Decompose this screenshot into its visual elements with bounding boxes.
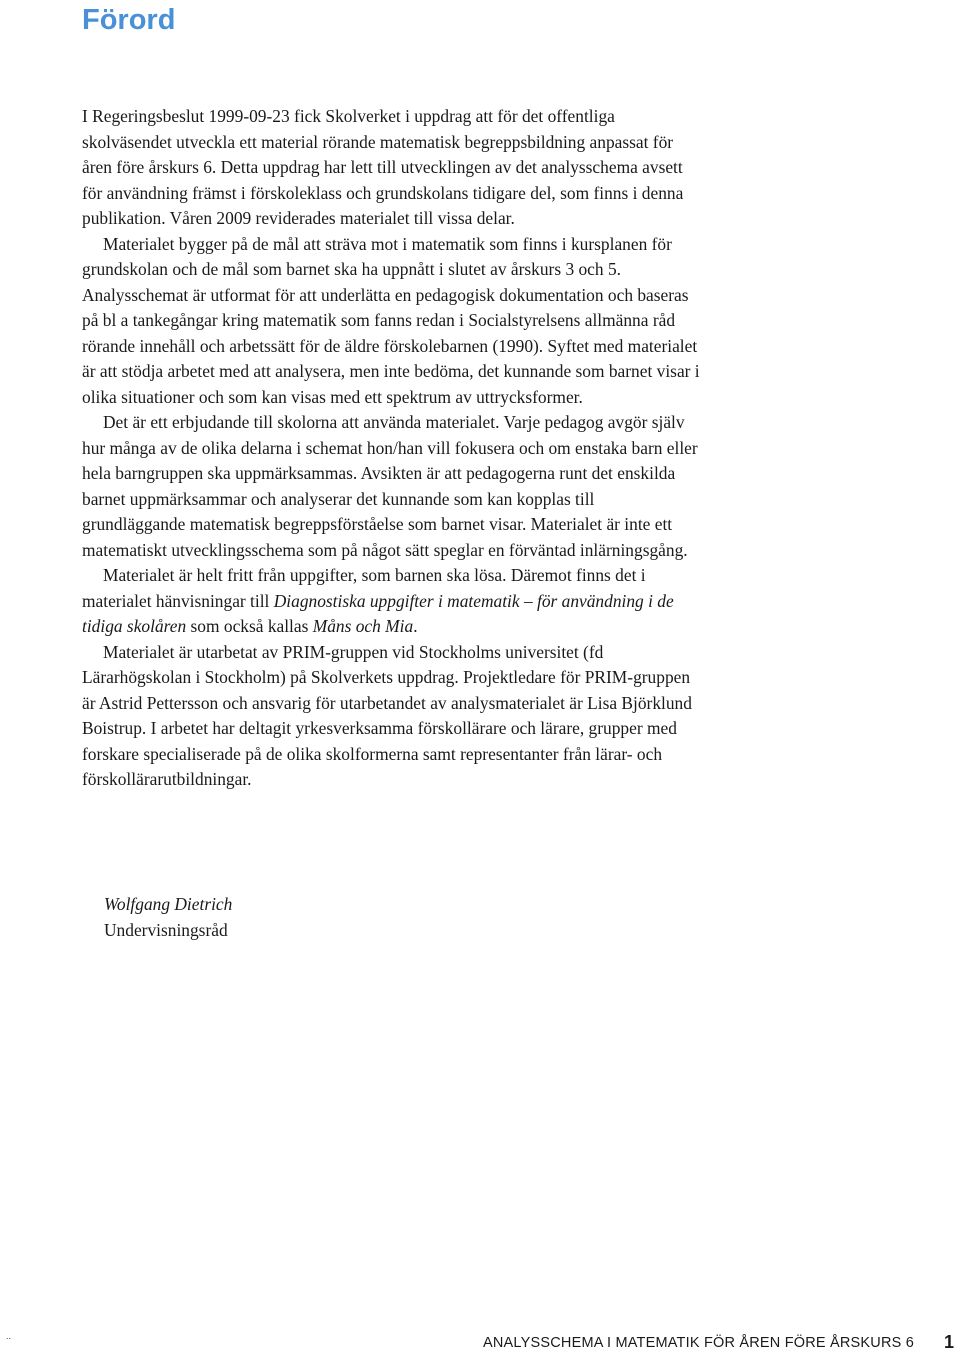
page-title: Förord	[82, 4, 176, 36]
paragraph-4-text-2: som också kallas	[186, 616, 313, 636]
signature-name: Wolfgang Dietrich	[104, 894, 233, 914]
paragraph-2: Materialet bygger på de mål att sträva mot i matematik som finns i kursplanen för grundskolan och de mål som barnet ska ha uppnått i slutet av årskurs 3 och 5. Analysschemat är utformat för att underlätta en pedagogisk dokumentation och baseras på bl a tankegångar kring matematik som fanns redan i Socialstyrelsens allmänna råd rörande innehåll och arbetssätt för de äldre förskolebarnen (1990). Syftet med materialet är att stödja arbetet med att analysera, men inte bedöma, det kunnande som barnet visar i olika situationer och som kan visas med ett spektrum av uttrycksformer.	[82, 233, 700, 407]
page-number: 1	[943, 1332, 954, 1352]
footer-mark: ..	[6, 1331, 12, 1341]
mans-och-mia-title: Måns och Mia	[312, 616, 414, 636]
signature-title: Undervisningsråd	[104, 919, 228, 940]
footer-document-title: ANALYSSCHEMA I MATEMATIK FÖR ÅREN FÖRE ÅRSKURS 6	[483, 1335, 914, 1351]
paragraph-3: Det är ett erbjudande till skolorna att använda materialet. Varje pedagog avgör själv hur många av de olika delarna i schemat hon/han vill fokusera och om enstaka barn eller hela barngruppen ska uppmärksammas. Avsikten är att pedagogerna runt det enskilda barnet uppmärksammar och analyserar det kunnande som kan kopplas till grundläggande matematisk begreppsförståelse som barnet visar. Materialet är inte ett matematiskt utvecklingsschema som på något sätt speglar en förväntad inlärningsgång.	[82, 412, 698, 560]
body-text	[82, 104, 702, 793]
diagnostic-tasks-title: Diagnostiska uppgifter i matematik – för användning i de tidiga skolåren	[82, 590, 674, 636]
signature-block	[104, 892, 232, 943]
page-footer	[0, 1331, 960, 1353]
paragraph-4	[82, 563, 702, 640]
paragraph-4-text-3: .	[413, 616, 418, 636]
paragraph-1: I Regeringsbeslut 1999-09-23 fick Skolverket i uppdrag att för det offentliga skolväsendet utveckla ett material rörande matematisk begreppsbildning anpassat för åren före årskurs 6. Detta uppdrag har lett till utvecklingen av det analysschema avsett för användning främst i förskoleklass och grundskolans tidigare del, som finns i denna publikation. Våren 2009 reviderades materialet till vissa delar.	[82, 106, 684, 228]
paragraph-5: Materialet är utarbetat av PRIM-gruppen vid Stockholms universitet (fd Lärarhögskolan i Stockholm) på Skolverkets uppdrag. Projektledare för PRIM-gruppen är Astrid Pettersson och ansvarig för utarbetandet av analysmaterialet är Lisa Björklund Boistrup. I arbetet har deltagit yrkesverksamma förskollärare och lärare, grupper med forskare specialiserade på de olika skolformerna samt representanter från lärar- och förskollärarutbildningar.	[82, 641, 692, 789]
paragraph-4-text-1: Materialet är helt fritt från uppgifter, som barnen ska lösa. Däremot finns det i materialet hänvisningar till	[82, 565, 646, 611]
